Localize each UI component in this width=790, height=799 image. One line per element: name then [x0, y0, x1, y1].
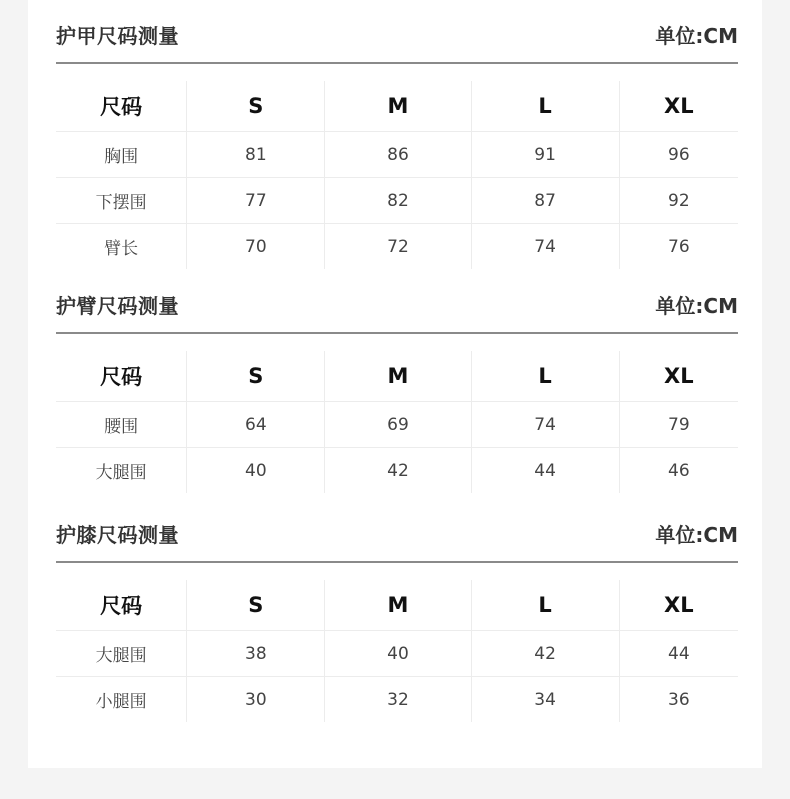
table-cell: 92: [619, 178, 738, 223]
header-cell: M: [324, 351, 470, 401]
size-chart-card: [28, 0, 762, 768]
section-title: 护膝尺码测量: [56, 523, 179, 547]
table-cell: 74: [471, 402, 619, 447]
table-cell: 86: [324, 132, 470, 177]
table-row: [56, 402, 738, 448]
table-cell: 40: [324, 631, 470, 676]
row-label: 胸围: [104, 147, 139, 167]
row-label: 臂长: [104, 239, 139, 259]
unit-label: 单位:CM: [655, 294, 738, 318]
table-row: [56, 631, 738, 677]
table-header-row: [56, 351, 738, 402]
arm-guard-size-section: [56, 270, 738, 493]
table-cell: 32: [324, 677, 470, 722]
header-cell: 尺码: [100, 365, 143, 389]
table-row: [56, 178, 738, 224]
table-cell: 82: [324, 178, 470, 223]
size-table: [56, 580, 738, 722]
header-cell: L: [471, 580, 619, 630]
table-cell: 42: [471, 631, 619, 676]
table-cell: 64: [186, 402, 324, 447]
table-cell: 76: [619, 224, 738, 269]
header-cell: XL: [619, 351, 738, 401]
table-cell: 40: [186, 448, 324, 493]
table-cell: 46: [619, 448, 738, 493]
knee-guard-size-section: [56, 499, 738, 722]
table-cell: 77: [186, 178, 324, 223]
size-table: [56, 351, 738, 493]
table-row: [56, 677, 738, 722]
table-cell: 91: [471, 132, 619, 177]
table-header-row: [56, 81, 738, 132]
header-cell: L: [471, 351, 619, 401]
table-cell: 70: [186, 224, 324, 269]
section-title: 护甲尺码测量: [56, 24, 179, 48]
row-label: 大腿围: [95, 646, 147, 666]
header-cell: M: [324, 580, 470, 630]
row-label: 小腿围: [95, 692, 147, 712]
table-cell: 42: [324, 448, 470, 493]
header-cell: S: [186, 81, 324, 131]
header-cell: XL: [619, 81, 738, 131]
table-cell: 72: [324, 224, 470, 269]
table-cell: 81: [186, 132, 324, 177]
row-label: 腰围: [104, 417, 139, 437]
table-cell: 44: [619, 631, 738, 676]
table-row: [56, 224, 738, 269]
header-cell: S: [186, 580, 324, 630]
unit-label: 单位:CM: [655, 523, 738, 547]
table-cell: 87: [471, 178, 619, 223]
table-row: [56, 448, 738, 493]
header-cell: S: [186, 351, 324, 401]
table-cell: 38: [186, 631, 324, 676]
unit-label: 单位:CM: [655, 24, 738, 48]
table-header-row: [56, 580, 738, 631]
table-cell: 69: [324, 402, 470, 447]
table-cell: 96: [619, 132, 738, 177]
header-cell: 尺码: [100, 95, 143, 119]
section-title: 护臂尺码测量: [56, 294, 179, 318]
header-cell: M: [324, 81, 470, 131]
table-cell: 79: [619, 402, 738, 447]
armor-size-section: [56, 0, 738, 269]
row-label: 大腿围: [95, 463, 147, 483]
section-header: [56, 0, 738, 64]
table-row: [56, 132, 738, 178]
table-cell: 36: [619, 677, 738, 722]
size-table: [56, 81, 738, 269]
header-cell: XL: [619, 580, 738, 630]
table-cell: 74: [471, 224, 619, 269]
row-label: 下摆围: [95, 193, 147, 213]
section-header: [56, 499, 738, 563]
table-cell: 34: [471, 677, 619, 722]
section-header: [56, 270, 738, 334]
header-cell: L: [471, 81, 619, 131]
table-cell: 30: [186, 677, 324, 722]
table-cell: 44: [471, 448, 619, 493]
header-cell: 尺码: [100, 594, 143, 618]
